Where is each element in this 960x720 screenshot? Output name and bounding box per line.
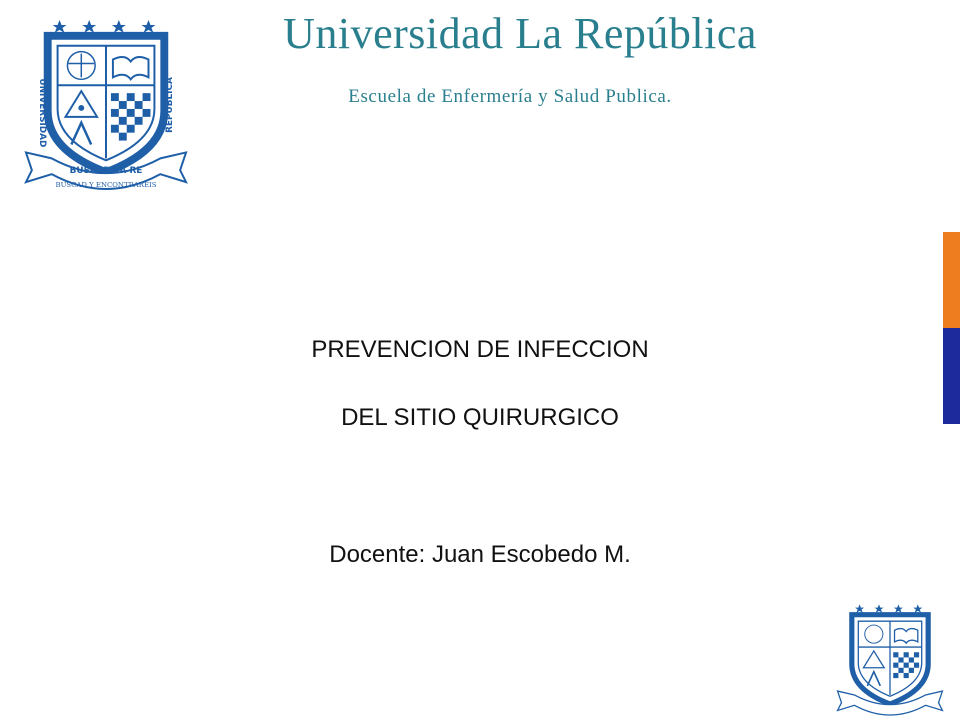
orange-accent-bar: [943, 232, 960, 328]
svg-text:BUSCAD LA RE: BUSCAD LA RE: [69, 166, 143, 177]
slide-title-line-1: PREVENCION DE INFECCION: [311, 336, 649, 363]
svg-text:UNIVERSIDAD: UNIVERSIDAD: [36, 78, 47, 148]
university-name: Universidad La República: [283, 9, 757, 58]
university-crest-logo: [22, 14, 190, 196]
svg-text:BUSCAD Y ENCONTRAREIS: BUSCAD Y ENCONTRAREIS: [55, 181, 157, 190]
slide-title-line-2: DEL SITIO QUIRURGICO: [341, 404, 619, 431]
svg-text:REPÚBLICA: REPÚBLICA: [165, 77, 176, 133]
university-crest-logo-small: [835, 600, 945, 720]
teacher-name: Docente: Juan Escobedo M.: [329, 541, 631, 568]
school-name: Escuela de Enfermería y Salud Publica.: [348, 86, 672, 107]
blue-accent-bar: [943, 328, 960, 424]
